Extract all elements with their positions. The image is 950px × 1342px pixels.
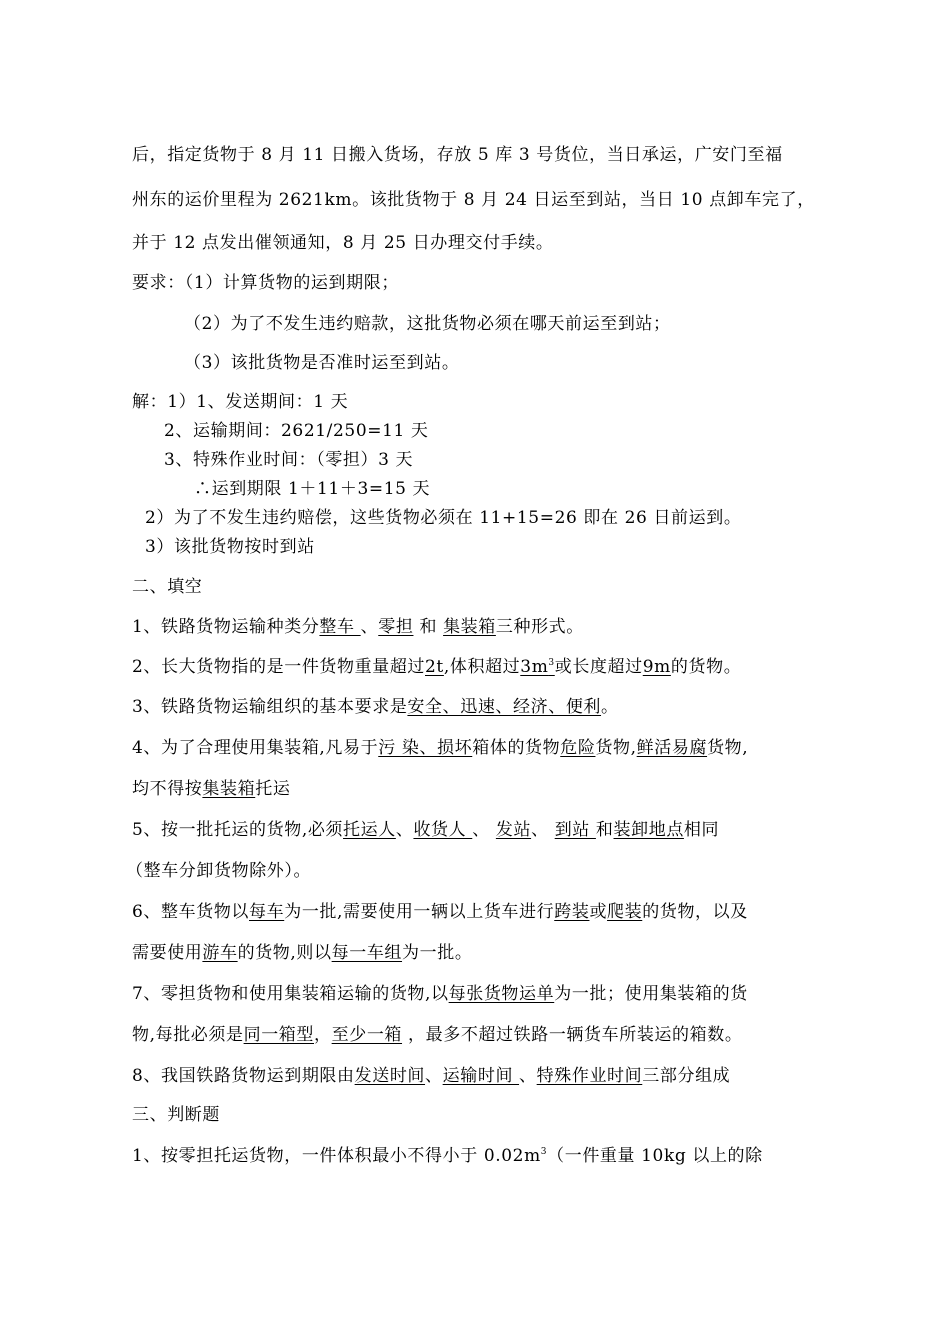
solution-line: 解：1）1、发送期间：1 天 (132, 392, 349, 412)
solution-line: ∴运到期限 1＋11＋3=15 天 (194, 479, 431, 499)
answer-blank: 跨装 (554, 902, 590, 922)
fill-question-6: 6、整车货物以每车为一批,需要使用一辆以上货车进行跨装或爬装的货物，以及 (132, 902, 748, 922)
fill-question-4: 4、为了合理使用集装箱,凡易于污 染、损坏箱体的货物危险货物,鲜活易腐货物, (132, 738, 749, 758)
answer-blank: 发送时间 (354, 1066, 426, 1086)
paragraph-line: 并于 12 点发出催领通知，8 月 25 日办理交付手续。 (132, 233, 554, 253)
answer-blank: 爬装 (607, 902, 643, 922)
answer-blank: 安全、迅速、经济、便利 (407, 697, 602, 717)
solution-line: 3、特殊作业时间：（零担）3 天 (164, 450, 414, 470)
answer-blank: 运输时间 (442, 1066, 520, 1086)
answer-blank: 鲜活易腐 (636, 738, 708, 758)
section-heading: 二、填空 (132, 577, 203, 597)
answer-blank: 游车 (202, 943, 238, 963)
solution-line: 2、运输期间：2621/250=11 天 (164, 421, 429, 441)
answer-blank: 整车 (319, 617, 361, 637)
answer-blank: $3m^3$ (520, 657, 555, 677)
answer-blank: 收货人 (413, 820, 473, 840)
fill-question-7: 7、零担货物和使用集装箱运输的货物,以每张货物运单为一批；使用集装箱的货 (132, 984, 748, 1004)
fill-question-2: 2、长大货物指的是一件货物重量超过2t,体积超过$3m^3$或长度超过9m的货物。 (132, 657, 742, 677)
answer-blank: 同一箱型 (243, 1025, 315, 1045)
fill-question-6-cont: 需要使用游车的货物,则以每一车组为一批。 (132, 943, 473, 963)
fill-question-8: 8、我国铁路货物运到期限由发送时间、运输时间 、特殊作业时间三部分组成 (132, 1066, 731, 1086)
answer-blank: 每一车组 (331, 943, 403, 963)
answer-blank: 发站 (495, 820, 532, 840)
answer-blank: 危险 (560, 738, 596, 758)
solution-line: 2）为了不发生违约赔偿，这些货物必须在 11+15=26 即在 26 日前运到。 (145, 508, 742, 528)
answer-blank: 污 染、损坏 (378, 738, 473, 758)
answer-blank: 每车 (249, 902, 285, 922)
section-heading: 三、判断题 (132, 1105, 220, 1125)
answer-blank: 特殊作业时间 (536, 1066, 643, 1086)
fill-question-5-cont: （整车分卸货物除外）。 (126, 861, 312, 881)
requirement-line: （2）为了不发生违约赔款，这批货物必须在哪天前运至到站； (184, 314, 671, 334)
fill-question-5: 5、按一批托运的货物,必须托运人、收货人 、 发站、 到站 和装卸地点相同 (132, 820, 720, 840)
fill-question-4-cont: 均不得按集装箱托运 (132, 779, 291, 799)
answer-blank: 到站 (554, 820, 596, 840)
fill-question-1: 1、铁路货物运输种类分整车 、零担 和 集装箱三种形式。 (132, 617, 584, 637)
requirement-line: 要求：（1）计算货物的运到期限； (132, 273, 399, 293)
answer-blank: 托运人 (343, 820, 396, 840)
answer-blank: 集装箱 (443, 617, 496, 637)
paragraph-line: 州东的运价里程为 2621km。该批货物于 8 月 24 日运至到站，当日 10 点卸车完了， (132, 190, 815, 210)
answer-blank: 9m (642, 657, 671, 677)
answer-blank: 零担 (378, 617, 414, 637)
paragraph-line: 后，指定货物于 8 月 11 日搬入货场，存放 5 库 3 号货位，当日承运，广安门至福 (132, 145, 783, 165)
answer-blank: 至少一箱 (331, 1025, 403, 1045)
fill-question-7-cont: 物,每批必须是同一箱型，至少一箱 ，最多不超过铁路一辆货车所装运的箱数。 (132, 1025, 743, 1045)
fill-question-3: 3、铁路货物运输组织的基本要求是安全、迅速、经济、便利。 (132, 697, 619, 717)
requirement-line: （3）该批货物是否准时运至到站。 (184, 353, 460, 373)
answer-blank: 集装箱 (202, 779, 256, 799)
answer-blank: 每张货物运单 (448, 984, 555, 1004)
answer-blank: 装卸地点 (613, 820, 684, 840)
judge-question-1: 1、按零担托运货物，一件体积最小不得小于 $0.02m^3$（一件重量 10kg 以上的除 (132, 1146, 763, 1166)
answer-blank: 2t (425, 657, 444, 677)
solution-line: 3）该批货物按时到站 (145, 537, 315, 557)
